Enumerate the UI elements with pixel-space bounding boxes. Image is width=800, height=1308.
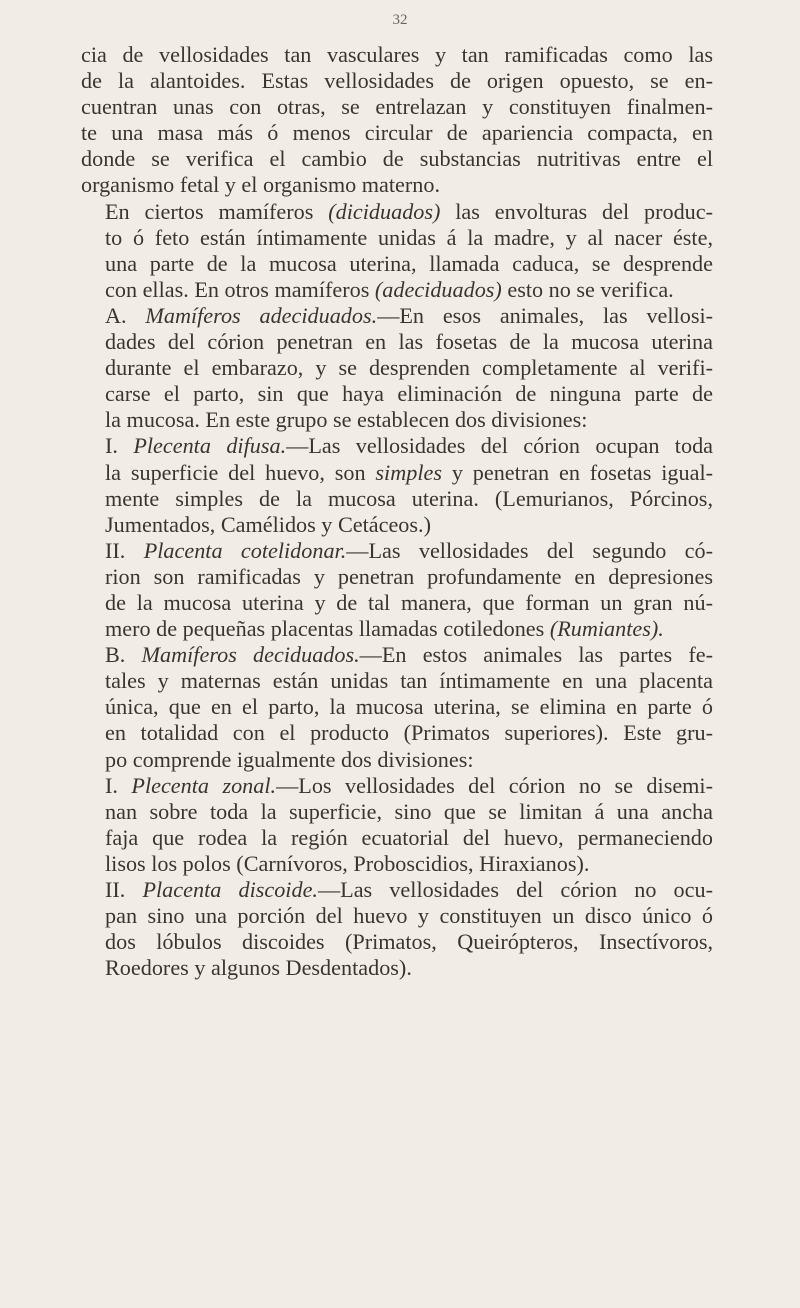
paragraph: [81, 42, 713, 199]
text-line: con ellas. En otros mamíferos (adeciduados) esto no se verifica.: [105, 276, 674, 302]
text-line: to ó feto están íntimamente unidas á la madre, y al nacer éste,: [105, 224, 713, 250]
text-line: te una masa más ó menos circular de apariencia compacta, en: [81, 120, 713, 146]
text-line: A. Mamíferos adeciduados.—En esos animales, las vellosi-: [105, 302, 714, 328]
paragraph: [81, 877, 713, 981]
paragraph: [81, 642, 713, 772]
text-line: cuentran unas con otras, se entrelazan y constituyen finalmen-: [81, 94, 713, 120]
text-line: rion son ramificadas y penetran profundamente en depresiones: [105, 563, 713, 589]
page-number: 32: [392, 12, 408, 28]
text-line: II. Placenta cotelidonar.—Las vellosidades del segundo có-: [105, 537, 713, 563]
text-line: la mucosa. En este grupo se establecen dos divisiones:: [105, 407, 588, 433]
text-line: dos lóbulos discoides (Primatos, Queirópteros, Insectívoros,: [105, 929, 713, 955]
text-line: En ciertos mamíferos (diciduados) las envolturas del produc-: [105, 198, 714, 224]
text-line: mente simples de la mucosa uterina. (Lemurianos, Pórcinos,: [105, 485, 713, 511]
text-line: de la mucosa uterina y de tal manera, que forman un gran nú-: [105, 589, 713, 615]
text-line: po comprende igualmente dos divisiones:: [105, 746, 474, 772]
text-line: I. Plecenta difusa.—Las vellosidades del córion ocupan toda: [105, 433, 714, 459]
italic-term: (Rumiantes).: [549, 616, 664, 642]
italic-term: Placenta cotelidonar.: [143, 537, 347, 563]
paragraph: [81, 303, 713, 433]
body-text: [81, 42, 713, 981]
italic-term: simples: [375, 459, 442, 485]
italic-term: Plecenta difusa.: [133, 433, 287, 459]
text-line: Roedores y algunos Desdentados).: [105, 955, 412, 981]
text-line: I. Plecenta zonal.—Los vellosidades del córion no se disemi-: [105, 772, 713, 798]
italic-term: (diciduados): [328, 198, 441, 224]
text-line: pan sino una porción del huevo y constituyen un disco único ó: [105, 903, 713, 929]
text-line: la superficie del huevo, son simples y penetran en fosetas igual-: [105, 459, 713, 485]
text-line: lisos los polos (Carnívoros, Proboscidios, Hiraxianos).: [105, 850, 590, 876]
text-line: organismo fetal y el organismo materno.: [81, 172, 441, 198]
italic-term: Mamíferos adeciduados.: [145, 302, 378, 328]
text-line: tales y maternas están unidas tan íntimamente en una placenta: [105, 668, 713, 694]
text-line: en totalidad con el producto (Primatos superiores). Este gru-: [105, 720, 713, 746]
text-line: Jumentados, Camélidos y Cetáceos.): [105, 511, 431, 537]
text-line: nan sobre toda la superficie, sino que se limitan á una ancha: [105, 798, 713, 824]
paragraph: [81, 199, 713, 303]
italic-term: Plecenta zonal.: [131, 772, 277, 798]
text-line: carse el parto, sin que haya eliminación de ninguna parte de: [105, 381, 713, 407]
text-line: cia de vellosidades tan vasculares y tan ramificadas como las: [81, 42, 713, 67]
text-line: II. Placenta discoide.—Las vellosidades del córion no ocu-: [105, 877, 713, 902]
text-line: dades del córion penetran en las fosetas de la mucosa uterina: [105, 329, 713, 355]
italic-term: Mamíferos deciduados.: [141, 642, 360, 668]
text-line: B. Mamíferos deciduados.—En estos animales las partes fe-: [105, 642, 713, 668]
text-line: una parte de la mucosa uterina, llamada caduca, se desprende: [105, 250, 713, 276]
paragraph: [81, 433, 713, 537]
text-line: durante el embarazo, y se desprenden completamente al verifi-: [105, 355, 713, 381]
text-line: mero de pequeñas placentas llamadas cotiledones (Rumiantes).: [105, 616, 664, 642]
text-line: faja que rodea la región ecuatorial del huevo, permaneciendo: [105, 824, 713, 850]
italic-term: (adeciduados): [374, 276, 502, 302]
text-line: donde se verifica el cambio de substancias nutritivas entre el: [81, 146, 713, 172]
paragraph: [81, 773, 713, 877]
text-line: de la alantoides. Estas vellosidades de origen opuesto, se en-: [81, 68, 713, 94]
italic-term: Placenta discoide.: [142, 877, 318, 902]
paragraph: [81, 538, 713, 642]
text-line: única, que en el parto, la mucosa uterina, se elimina en parte ó: [105, 694, 713, 720]
